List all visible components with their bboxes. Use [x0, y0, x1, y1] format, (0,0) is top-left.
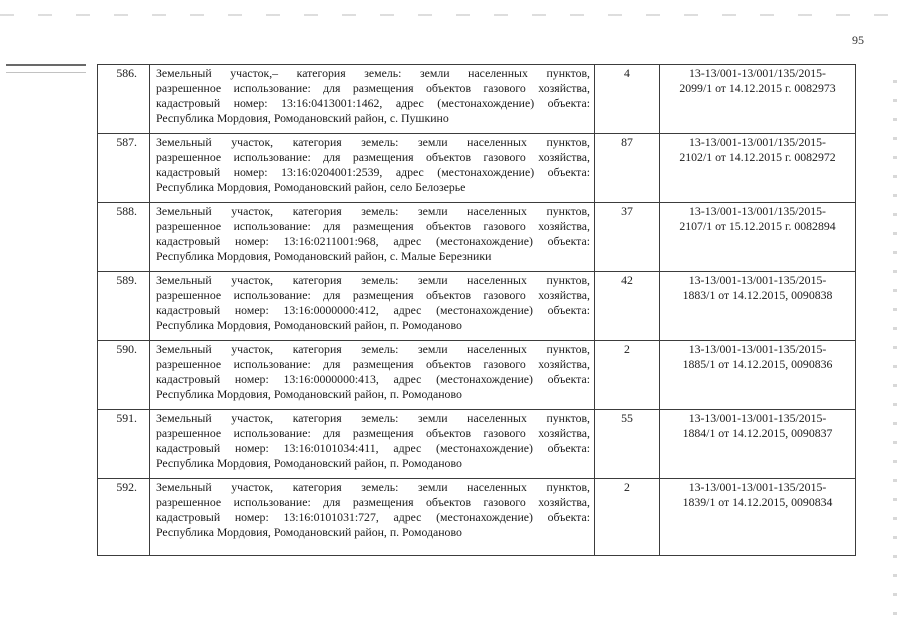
plot-description-line: Республика Мордовия, Ромодановский район, с. Пушкино [156, 111, 449, 125]
plot-description-line: Республика Мордовия, Ромодановский район, п. Ромоданово [156, 387, 462, 401]
plot-description-line: Республика Мордовия, Ромодановский район, село Белозерье [156, 180, 466, 194]
table-row [98, 203, 856, 272]
plot-description-line: кадастровый номер: 13:16:0101034:411, адрес (местонахождение) объекта: [156, 441, 590, 455]
registration-record-line: 1839/1 от 14.12.2015, 0090834 [682, 495, 833, 509]
registration-record-line: 13-13/001-13/001-135/2015- [688, 480, 827, 494]
registration-record-cell [660, 272, 856, 341]
plot-description-line: Земельный участок, категория земель: земли населенных пунктов, [156, 135, 590, 149]
registration-record-line: 13-13/001-13/001/135/2015- [689, 204, 826, 218]
registration-record-line: 2107/1 от 15.12.2015 г. 0082894 [679, 219, 836, 233]
registration-record-line: 13-13/001-13/001-135/2015- [688, 411, 827, 425]
plot-description-line: разрешенное использование: для размещения объектов газового хозяйства, [156, 495, 590, 509]
plot-description-line: Республика Мордовия, Ромодановский район, с. Малые Березники [156, 249, 492, 263]
registration-record-line: 13-13/001-13/001-135/2015- [688, 342, 827, 356]
plot-area-cell [595, 203, 660, 272]
plot-description-line: кадастровый номер: 13:16:0204001:2539, адрес (местонахождение) объекта: [156, 165, 590, 179]
plot-description-line: кадастровый номер: 13:16:0000000:413, адрес (местонахождение) объекта: [156, 372, 590, 386]
row-number: 587. [116, 135, 137, 149]
plot-description-line: Земельный участок, категория земель: земли населенных пунктов, [156, 342, 590, 356]
plot-description-cell [150, 479, 595, 556]
plot-description-cell [150, 65, 595, 134]
plot-description-line: Земельный участок, категория земель: земли населенных пунктов, [156, 411, 590, 425]
plot-area-cell [595, 65, 660, 134]
plot-description-line: Республика Мордовия, Ромодановский район, п. Ромоданово [156, 525, 462, 539]
plot-area: 37 [621, 204, 633, 218]
row-number: 588. [116, 204, 137, 218]
plot-area: 2 [624, 480, 630, 494]
registration-record-cell [660, 65, 856, 134]
plot-area: 55 [621, 411, 633, 425]
registration-record-line: 2102/1 от 14.12.2015 г. 0082972 [679, 150, 836, 164]
plot-description-line: разрешенное использование: для размещения объектов газового хозяйства, [156, 219, 590, 233]
scan-artifact-left-line-2 [6, 72, 86, 73]
table-row [98, 65, 856, 134]
row-number: 589. [116, 273, 137, 287]
plot-description-line: кадастровый номер: 13:16:0101031:727, адрес (местонахождение) объекта: [156, 510, 590, 524]
row-number: 591. [116, 411, 137, 425]
registration-record-line: 13-13/001-13/001/135/2015- [689, 66, 826, 80]
table-body [98, 65, 856, 556]
table-row [98, 410, 856, 479]
land-plots-table [97, 64, 856, 556]
plot-description-line: Земельный участок, категория земель: земли населенных пунктов, [156, 480, 590, 494]
registration-record-line: 2099/1 от 14.12.2015 г. 0082973 [679, 81, 836, 95]
plot-description-line: Земельный участок,– категория земель: земли населенных пунктов, [156, 66, 590, 80]
scan-artifact-left-line [6, 64, 86, 66]
row-number-cell [98, 203, 150, 272]
row-number-cell [98, 479, 150, 556]
registration-record-cell [660, 479, 856, 556]
plot-description-line: Земельный участок, категория земель: земли населенных пунктов, [156, 204, 590, 218]
plot-area-cell [595, 272, 660, 341]
plot-description-line: разрешенное использование: для размещения объектов газового хозяйства, [156, 426, 590, 440]
scan-artifact-top [0, 14, 905, 16]
plot-description-line: Республика Мордовия, Ромодановский район, п. Ромоданово [156, 318, 462, 332]
plot-description-line: кадастровый номер: 13:16:0211001:968, адрес (местонахождение) объекта: [156, 234, 590, 248]
plot-description-line: разрешенное использование: для размещения объектов газового хозяйства, [156, 357, 590, 371]
row-number-cell [98, 65, 150, 134]
row-number-cell [98, 272, 150, 341]
plot-area-cell [595, 410, 660, 479]
plot-area-cell [595, 479, 660, 556]
registration-record-line: 13-13/001-13/001/135/2015- [689, 135, 826, 149]
registration-record-cell [660, 134, 856, 203]
registration-record-line: 13-13/001-13/001-135/2015- [688, 273, 827, 287]
plot-area: 4 [624, 66, 630, 80]
row-number-cell [98, 341, 150, 410]
plot-description-cell [150, 341, 595, 410]
plot-area: 2 [624, 342, 630, 356]
row-number-cell [98, 410, 150, 479]
registration-record-line: 1884/1 от 14.12.2015, 0090837 [682, 426, 833, 440]
plot-area-cell [595, 341, 660, 410]
table-row [98, 134, 856, 203]
row-number: 592. [116, 480, 137, 494]
table-row [98, 341, 856, 410]
row-number: 590. [116, 342, 137, 356]
scan-artifact-right-edge [893, 80, 897, 620]
plot-description-cell [150, 272, 595, 341]
registration-record-cell [660, 203, 856, 272]
page-number: 95 [852, 33, 864, 47]
plot-description-line: кадастровый номер: 13:16:0000000:412, адрес (местонахождение) объекта: [156, 303, 590, 317]
plot-description-cell [150, 134, 595, 203]
plot-area-cell [595, 134, 660, 203]
plot-description-line: Республика Мордовия, Ромодановский район, п. Ромоданово [156, 456, 462, 470]
plot-description-line: кадастровый номер: 13:16:0413001:1462, адрес (местонахождение) объекта: [156, 96, 590, 110]
row-number-cell [98, 134, 150, 203]
plot-area: 42 [621, 273, 633, 287]
table-row [98, 479, 856, 556]
table-row [98, 272, 856, 341]
plot-description-line: разрешенное использование: для размещения объектов газового хозяйства, [156, 150, 590, 164]
plot-area: 87 [621, 135, 633, 149]
plot-description-line: разрешенное использование: для размещения объектов газового хозяйства, [156, 81, 590, 95]
plot-description-cell [150, 410, 595, 479]
plot-description-line: Земельный участок, категория земель: земли населенных пунктов, [156, 273, 590, 287]
registration-record-cell [660, 410, 856, 479]
registration-record-line: 1885/1 от 14.12.2015, 0090836 [682, 357, 833, 371]
row-number: 586. [116, 66, 137, 80]
plot-description-cell [150, 203, 595, 272]
plot-description-line: разрешенное использование: для размещения объектов газового хозяйства, [156, 288, 590, 302]
registration-record-line: 1883/1 от 14.12.2015, 0090838 [682, 288, 833, 302]
registration-record-cell [660, 341, 856, 410]
